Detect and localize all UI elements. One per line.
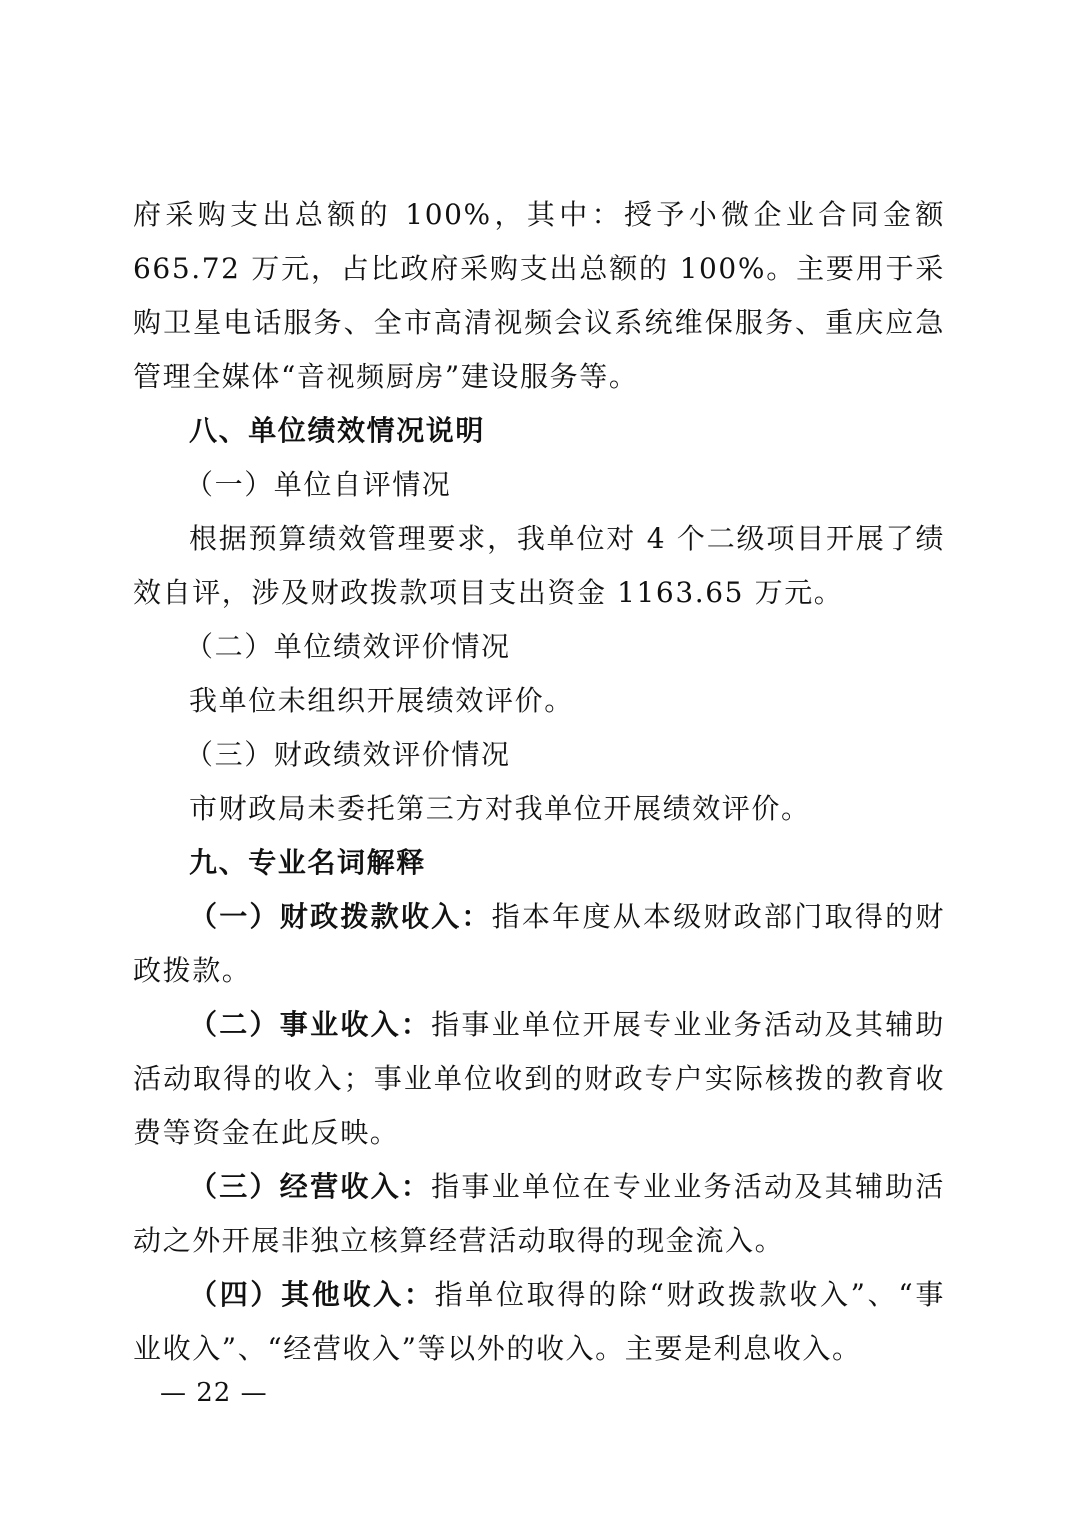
term-operating-income [133, 1160, 945, 1268]
term-label: （一）财政拨款收入： [189, 900, 492, 933]
term-financial-allocation [133, 890, 945, 998]
page-number: — 22 — [160, 1378, 268, 1408]
section-8-sub1-text: 根据预算绩效管理要求，我单位对 4 个二级项目开展了绩效自评，涉及财政拨款项目支出资金 1163.65 万元。 [133, 522, 945, 609]
term-definition: 指单位取得的除“财政拨款收入”、“事业收入”、“经营收入”等以外的收入。主要是利息收入。 [133, 1278, 945, 1365]
term-label: （四）其他收入： [189, 1278, 435, 1311]
section-8-sub2-text: 我单位未组织开展绩效评价。 [189, 684, 574, 717]
term-definition: 指事业单位在专业业务活动及其辅助活动之外开展非独立核算经营活动取得的现金流入。 [133, 1170, 945, 1257]
section-8-sub1-title: （一）单位自评情况 [185, 468, 452, 501]
term-other-income [133, 1268, 945, 1376]
term-label: （三）经营收入： [189, 1170, 432, 1203]
section-8-sub3-text: 市财政局未委托第三方对我单位开展绩效评价。 [189, 792, 811, 825]
procurement-paragraph: 府采购支出总额的 100%，其中：授予小微企业合同金额 665.72 万元，占比政府采购支出总额的 100%。主要用于采购卫星电话服务、全市高清视频会议系统维保服务、重庆应急管理全媒体“音视频厨房”建设服务等。 [133, 198, 945, 393]
section-8-sub2-title: （二）单位绩效评价情况 [185, 630, 511, 663]
document-body [133, 188, 945, 1376]
term-definition: 指本年度从本级财政部门取得的财政拨款。 [133, 900, 945, 987]
term-definition: 指事业单位开展专业业务活动及其辅助活动取得的收入；事业单位收到的财政专户实际核拨的教育收费等资金在此反映。 [133, 1008, 945, 1149]
section-9-title: 九、专业名词解释 [189, 846, 426, 879]
term-label: （二）事业收入： [189, 1008, 432, 1041]
term-business-income [133, 998, 945, 1160]
section-8-sub3-title: （三）财政绩效评价情况 [185, 738, 511, 771]
section-8-title: 八、单位绩效情况说明 [189, 414, 486, 447]
